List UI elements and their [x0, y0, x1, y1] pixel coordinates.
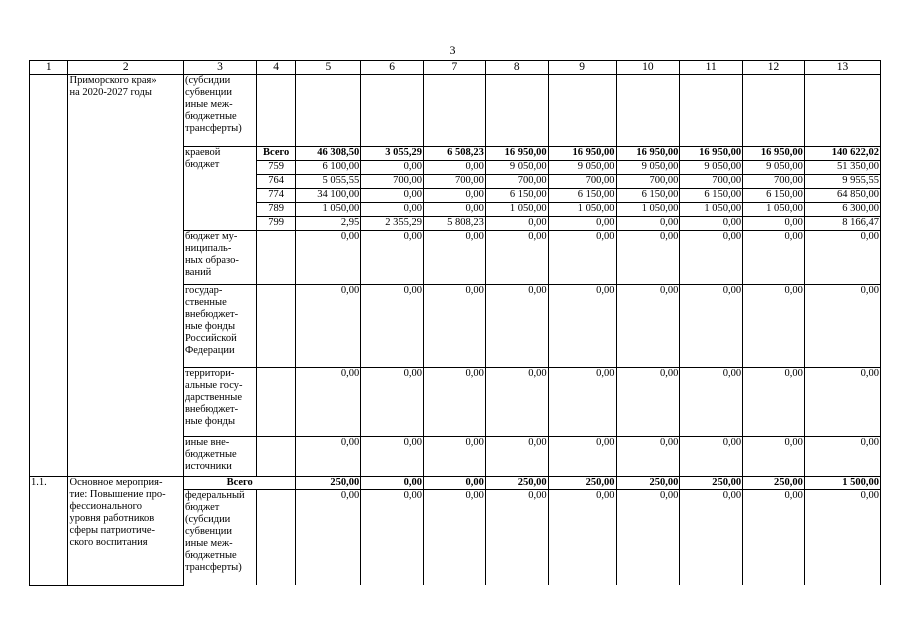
value-cell: 1 050,00: [616, 203, 680, 217]
value-cell: 46 308,50: [296, 147, 361, 161]
column-number: 4: [256, 61, 296, 75]
value-cell: 0,00: [680, 285, 743, 368]
value-cell: 0,00: [743, 285, 805, 368]
value-cell: 0,00: [424, 161, 486, 175]
value-cell: 0,00: [680, 368, 743, 437]
value-cell: 34 100,00: [296, 189, 361, 203]
value-cell: 1 500,00: [804, 477, 880, 490]
source-label-cell: (субсидии субвенции иные меж- бюджетные трансферты): [183, 75, 256, 147]
column-number: 6: [361, 61, 424, 75]
value-cell: 0,00: [616, 217, 680, 231]
value-cell: 0,00: [485, 368, 548, 437]
value-cell: 9 050,00: [680, 161, 743, 175]
total-label-cell: Всего: [183, 477, 295, 490]
value-cell: 6 508,23: [424, 147, 486, 161]
value-cell: 0,00: [680, 490, 743, 586]
value-cell: 0,00: [485, 285, 548, 368]
value-cell: 1 050,00: [743, 203, 805, 217]
value-cell: 6 300,00: [804, 203, 880, 217]
value-cell: 0,00: [804, 437, 880, 477]
code-cell: 764: [256, 175, 296, 189]
value-cell: 1 050,00: [485, 203, 548, 217]
value-cell: 0,00: [424, 477, 486, 490]
value-cell: 0,00: [548, 490, 616, 586]
empty-cell: [680, 75, 743, 147]
value-cell: 1 050,00: [680, 203, 743, 217]
financing-table: [29, 60, 881, 586]
value-cell: 0,00: [548, 437, 616, 477]
value-cell: 1 050,00: [548, 203, 616, 217]
value-cell: 6 100,00: [296, 161, 361, 175]
column-number: 11: [680, 61, 743, 75]
value-cell: 250,00: [548, 477, 616, 490]
activity-name-cell: Основное мероприя- тие: Повышение про- фессионального уровня работников сферы патриотиче- ского воспитания: [68, 477, 183, 586]
value-cell: 0,00: [485, 437, 548, 477]
empty-cell: [804, 75, 880, 147]
value-cell: 0,00: [680, 231, 743, 285]
value-cell: 9 955,55: [804, 175, 880, 189]
federal-budget-row: [30, 75, 881, 147]
value-cell: 9 050,00: [548, 161, 616, 175]
value-cell: 9 050,00: [616, 161, 680, 175]
source-label-cell: краевой бюджет: [183, 147, 256, 231]
value-cell: 140 622,02: [804, 147, 880, 161]
value-cell: 0,00: [361, 161, 424, 175]
value-cell: 0,00: [485, 217, 548, 231]
value-cell: 5 055,55: [296, 175, 361, 189]
value-cell: 16 950,00: [680, 147, 743, 161]
value-cell: 0,00: [804, 490, 880, 586]
value-cell: 0,00: [743, 217, 805, 231]
empty-code-cell: [256, 231, 296, 285]
value-cell: 1 050,00: [296, 203, 361, 217]
value-cell: 0,00: [296, 368, 361, 437]
value-cell: 0,00: [616, 368, 680, 437]
value-cell: 250,00: [485, 477, 548, 490]
value-cell: 0,00: [296, 490, 361, 586]
value-cell: 0,00: [424, 231, 486, 285]
value-cell: 0,00: [361, 368, 424, 437]
value-cell: 0,00: [485, 231, 548, 285]
column-number-row: [30, 61, 881, 75]
value-cell: 0,00: [680, 217, 743, 231]
value-cell: 0,00: [424, 189, 486, 203]
column-number: 5: [296, 61, 361, 75]
code-cell: 759: [256, 161, 296, 175]
value-cell: 2 355,29: [361, 217, 424, 231]
column-number: 13: [804, 61, 880, 75]
value-cell: 0,00: [616, 437, 680, 477]
value-cell: 0,00: [296, 437, 361, 477]
value-cell: 700,00: [680, 175, 743, 189]
value-cell: 700,00: [361, 175, 424, 189]
value-cell: 0,00: [548, 217, 616, 231]
empty-cell: [361, 75, 424, 147]
value-cell: 16 950,00: [485, 147, 548, 161]
value-cell: 0,00: [680, 437, 743, 477]
empty-code-cell: [256, 437, 296, 477]
empty-code-cell: [256, 490, 296, 586]
value-cell: 0,00: [548, 231, 616, 285]
empty-cell: [548, 75, 616, 147]
value-cell: 0,00: [548, 368, 616, 437]
value-cell: 0,00: [361, 490, 424, 586]
column-number: 9: [548, 61, 616, 75]
value-cell: 250,00: [743, 477, 805, 490]
value-cell: 0,00: [804, 368, 880, 437]
value-cell: 700,00: [616, 175, 680, 189]
value-cell: 6 150,00: [548, 189, 616, 203]
column-number: 12: [743, 61, 805, 75]
value-cell: 0,00: [616, 285, 680, 368]
column-number: 3: [183, 61, 256, 75]
code-cell: 799: [256, 217, 296, 231]
column-number: 1: [30, 61, 68, 75]
value-cell: 0,00: [296, 231, 361, 285]
value-cell: 0,00: [424, 437, 486, 477]
value-cell: 0,00: [804, 231, 880, 285]
value-cell: 0,00: [424, 285, 486, 368]
value-cell: 0,00: [804, 285, 880, 368]
value-cell: 250,00: [616, 477, 680, 490]
column-number: 7: [424, 61, 486, 75]
value-cell: 51 350,00: [804, 161, 880, 175]
value-cell: 16 950,00: [616, 147, 680, 161]
empty-cell: [296, 75, 361, 147]
source-label-cell: федеральный бюджет (субсидии субвенции иные меж- бюджетные трансферты): [183, 490, 256, 586]
empty-cell: [743, 75, 805, 147]
value-cell: 6 150,00: [743, 189, 805, 203]
table-body: [30, 61, 881, 586]
code-cell: Всего: [256, 147, 296, 161]
value-cell: 250,00: [680, 477, 743, 490]
value-cell: 700,00: [485, 175, 548, 189]
source-label-cell: государ- ственные внебюджет- ные фонды Российской Федерации: [183, 285, 256, 368]
value-cell: 0,00: [616, 231, 680, 285]
value-cell: 16 950,00: [548, 147, 616, 161]
value-cell: 0,00: [743, 368, 805, 437]
value-cell: 3 055,29: [361, 147, 424, 161]
empty-code-cell: [256, 368, 296, 437]
value-cell: 700,00: [548, 175, 616, 189]
value-cell: 6 150,00: [616, 189, 680, 203]
empty-code-cell: [256, 285, 296, 368]
value-cell: 0,00: [743, 231, 805, 285]
item-number-cell: [30, 75, 68, 477]
value-cell: 0,00: [424, 368, 486, 437]
value-cell: 700,00: [743, 175, 805, 189]
code-cell: 774: [256, 189, 296, 203]
empty-cell: [256, 75, 296, 147]
column-number: 2: [68, 61, 183, 75]
value-cell: 16 950,00: [743, 147, 805, 161]
value-cell: 0,00: [743, 437, 805, 477]
value-cell: 0,00: [424, 490, 486, 586]
value-cell: 0,00: [424, 203, 486, 217]
value-cell: 2,95: [296, 217, 361, 231]
value-cell: 0,00: [361, 477, 424, 490]
value-cell: 6 150,00: [680, 189, 743, 203]
column-number: 10: [616, 61, 680, 75]
value-cell: 9 050,00: [743, 161, 805, 175]
value-cell: 0,00: [616, 490, 680, 586]
source-label-cell: иные вне- бюджетные источники: [183, 437, 256, 477]
activity-total-row: [30, 477, 881, 490]
source-label-cell: бюджет му- ниципаль- ных образо- ваний: [183, 231, 256, 285]
empty-cell: [485, 75, 548, 147]
value-cell: 700,00: [424, 175, 486, 189]
code-cell: 789: [256, 203, 296, 217]
value-cell: 250,00: [296, 477, 361, 490]
empty-cell: [616, 75, 680, 147]
value-cell: 0,00: [361, 203, 424, 217]
value-cell: 0,00: [361, 437, 424, 477]
program-name-cell: Приморского края» на 2020-2027 годы: [68, 75, 183, 477]
item-number-cell: 1.1.: [30, 477, 68, 586]
value-cell: 6 150,00: [485, 189, 548, 203]
value-cell: 9 050,00: [485, 161, 548, 175]
source-label-cell: территори- альные госу- дарственные внебюджет- ные фонды: [183, 368, 256, 437]
empty-cell: [424, 75, 486, 147]
column-number: 8: [485, 61, 548, 75]
value-cell: 0,00: [296, 285, 361, 368]
value-cell: 5 808,23: [424, 217, 486, 231]
value-cell: 64 850,00: [804, 189, 880, 203]
value-cell: 0,00: [361, 189, 424, 203]
value-cell: 0,00: [548, 285, 616, 368]
value-cell: 0,00: [361, 285, 424, 368]
value-cell: 0,00: [743, 490, 805, 586]
value-cell: 0,00: [361, 231, 424, 285]
value-cell: 8 166,47: [804, 217, 880, 231]
page-number: 3: [449, 43, 456, 57]
value-cell: 0,00: [485, 490, 548, 586]
